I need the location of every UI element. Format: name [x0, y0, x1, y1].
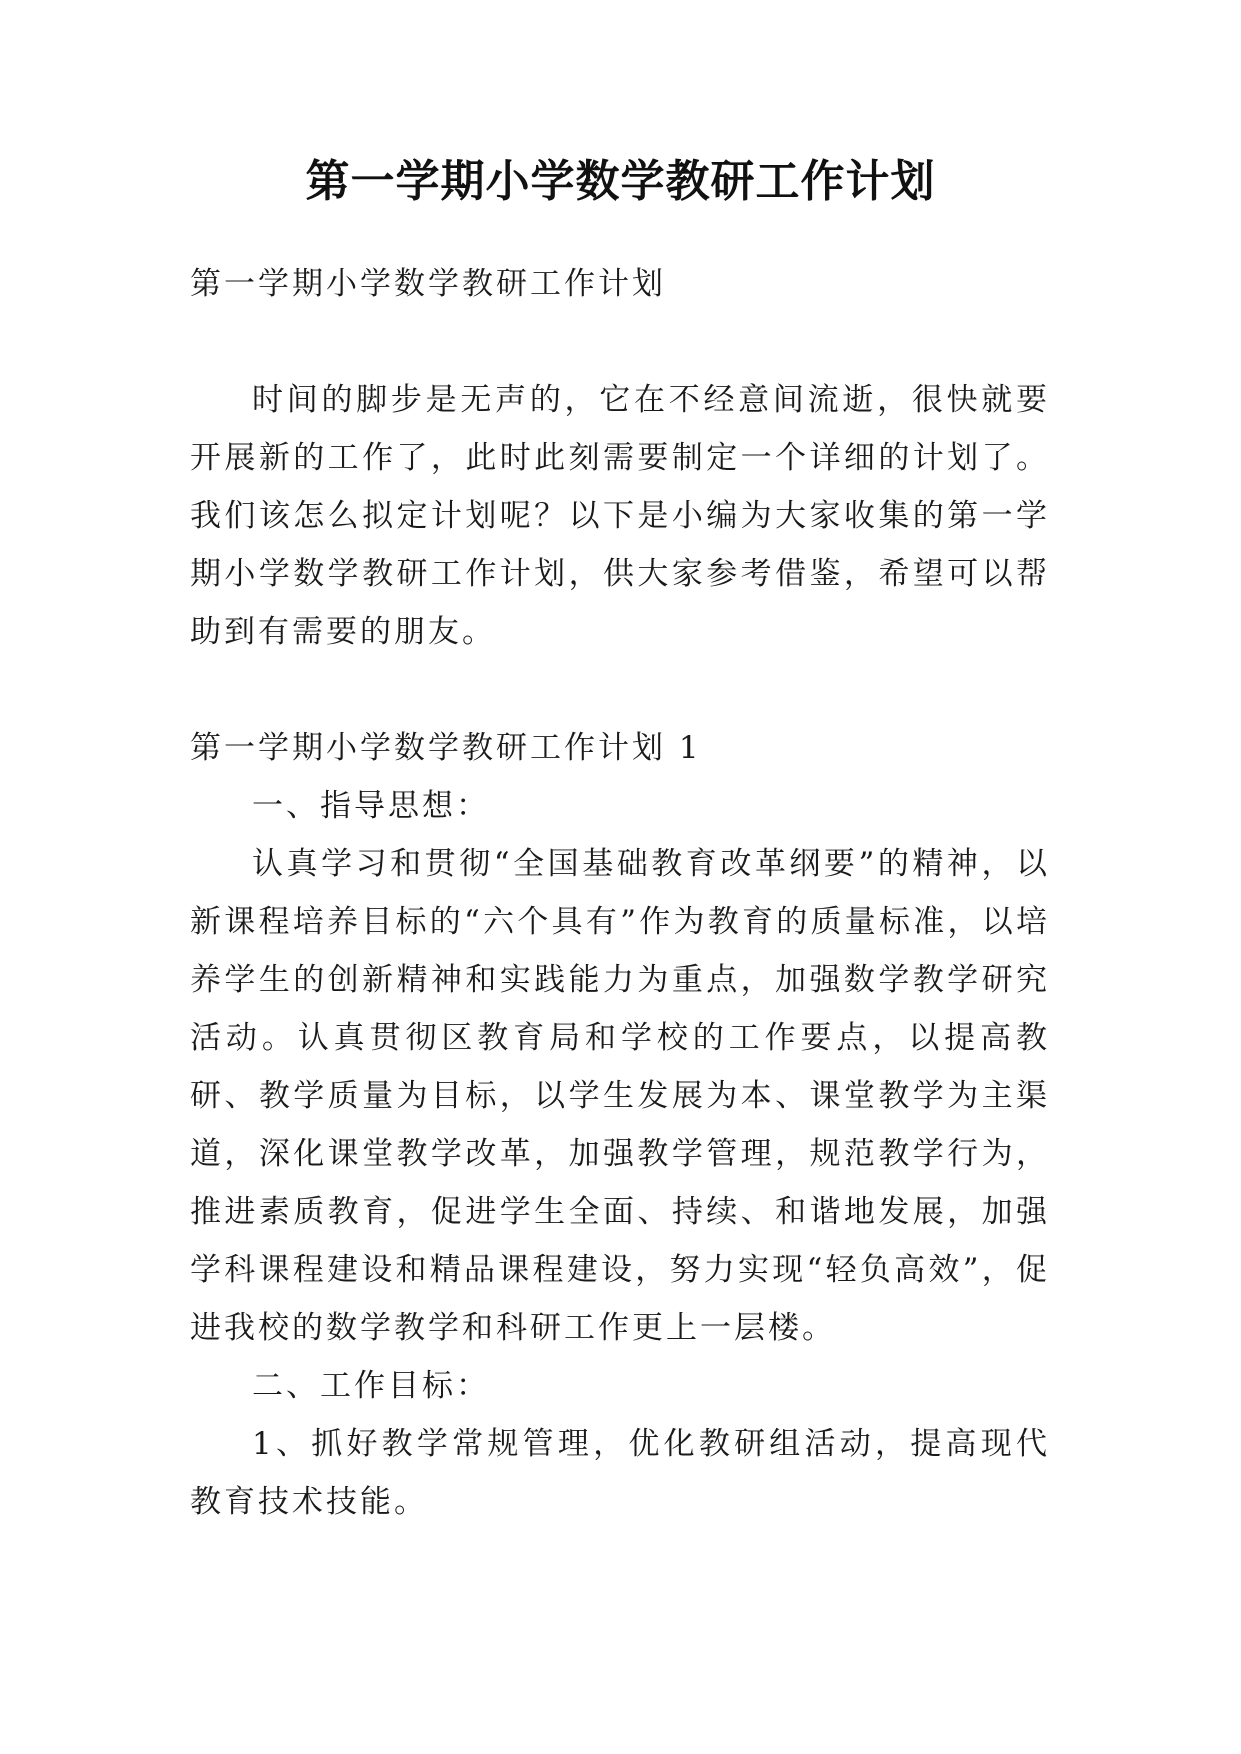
- goal-item: 1、抓好教学常规管理，优化教研组活动，提高现代教育技术技能。: [190, 1426, 1050, 1520]
- document-subtitle: 第一学期小学数学教研工作计划: [190, 266, 666, 302]
- document-body: [190, 255, 1050, 1531]
- document-title: 第一学期小学数学教研工作计划: [305, 156, 936, 207]
- guiding-heading: 一、指导思想：: [252, 788, 490, 824]
- section-heading: 第一学期小学数学教研工作计划 1: [190, 730, 702, 766]
- intro-paragraph: 时间的脚步是无声的，它在不经意间流逝，很快就要开展新的工作了，此时此刻需要制定一个详细的计划了。我们该怎么拟定计划呢？以下是小编为大家收集的第一学期小学数学教研工作计划，供大家参考借鉴，希望可以帮助到有需要的朋友。: [190, 382, 1050, 650]
- goals-heading: 二、工作目标：: [252, 1368, 490, 1404]
- guiding-paragraph: 认真学习和贯彻“全国基础教育改革纲要”的精神，以新课程培养目标的“六个具有”作为教育的质量标准，以培养学生的创新精神和实践能力为重点，加强数学教学研究活动。认真贯彻区教育局和学校的工作要点，以提高教研、教学质量为目标，以学生发展为本、课堂教学为主渠道，深化课堂教学改革，加强教学管理，规范教学行为，推进素质教育，促进学生全面、持续、和谐地发展，加强学科课程建设和精品课程建设，努力实现“轻负高效”，促进我校的数学教学和科研工作更上一层楼。: [190, 846, 1050, 1346]
